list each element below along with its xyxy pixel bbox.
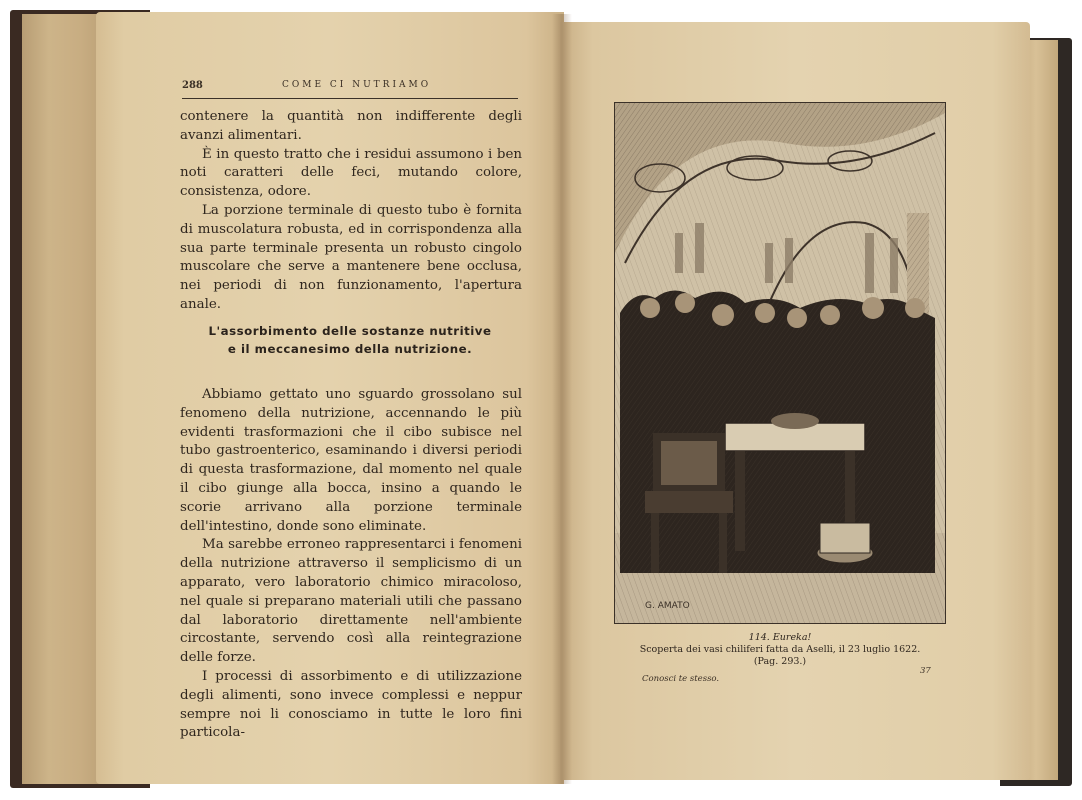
- caption-line: Scoperta dei vasi chiliferi fatta da Aselli, il 23 luglio 1622.: [639, 644, 921, 655]
- page-number: 288: [182, 80, 203, 91]
- paragraph: La porzione terminale di questo tubo è fornita di muscolatura robusta, ed in corrispondenza alla sua parte terminale presenta un robusto cingolo muscolare che serve a mantenere bene occlusa, nei periodi di non funzionamento, l'apertura anale.: [180, 202, 522, 312]
- caption-page-ref: (Pag. 293.): [753, 656, 807, 667]
- text-block-bottom: [180, 386, 522, 743]
- footer-sheet-number: 37: [920, 666, 931, 676]
- caption-title: 114. Eureka!: [748, 632, 812, 643]
- engraving-illustration: [614, 102, 946, 624]
- section-heading-line1: L'assorbimento delle sostanze nutritive: [208, 324, 492, 338]
- text-block-top: [180, 108, 522, 315]
- book-gutter: [552, 14, 572, 784]
- paragraph: contenere la quantità non indifferente degli avanzi alimentari.: [180, 109, 522, 143]
- illustration-caption: [600, 632, 960, 668]
- section-heading-line2: e il meccanesimo della nutrizione.: [227, 342, 473, 356]
- section-heading: [190, 322, 510, 358]
- paragraph: Abbiamo gettato uno sguardo grossolano sul fenomeno della nutrizione, accennando le più evidenti trasformazioni che il cibo subisce nel tubo gastroenterico, esaminando i diversi periodi di questa trasformazione, dal momento nel quale il cibo giunge alla bocca, insino a quando le scorie arrivano alla porzione terminale dell'intestino, donde sono eliminate.: [180, 387, 522, 534]
- illustration-signature: G. AMATO: [645, 601, 690, 611]
- paragraph: I processi di assorbimento e di utilizzazione degli alimenti, sono invece complessi e neppur sempre noi li conosciamo in tutte le loro fini particola-: [180, 668, 522, 741]
- running-head: [182, 76, 518, 99]
- paragraph: Ma sarebbe erroneo rappresentarci i fenomeni della nutrizione attraverso il semplicismo di un apparato, vero laboratorio chimico miracoloso, nel quale si preparano materiali utili che passano dal laboratorio direttamente nell'ambiente circostante, servendo così alla reintegrazione delle forze.: [180, 537, 522, 666]
- running-head-title: COME CI NUTRIAMO: [282, 80, 432, 90]
- footer-signature: Conosci te stesso.: [642, 674, 720, 684]
- paragraph: È in questo tratto che i residui assumono i ben noti caratteri delle feci, mutando colore, consistenza, odore.: [180, 146, 522, 200]
